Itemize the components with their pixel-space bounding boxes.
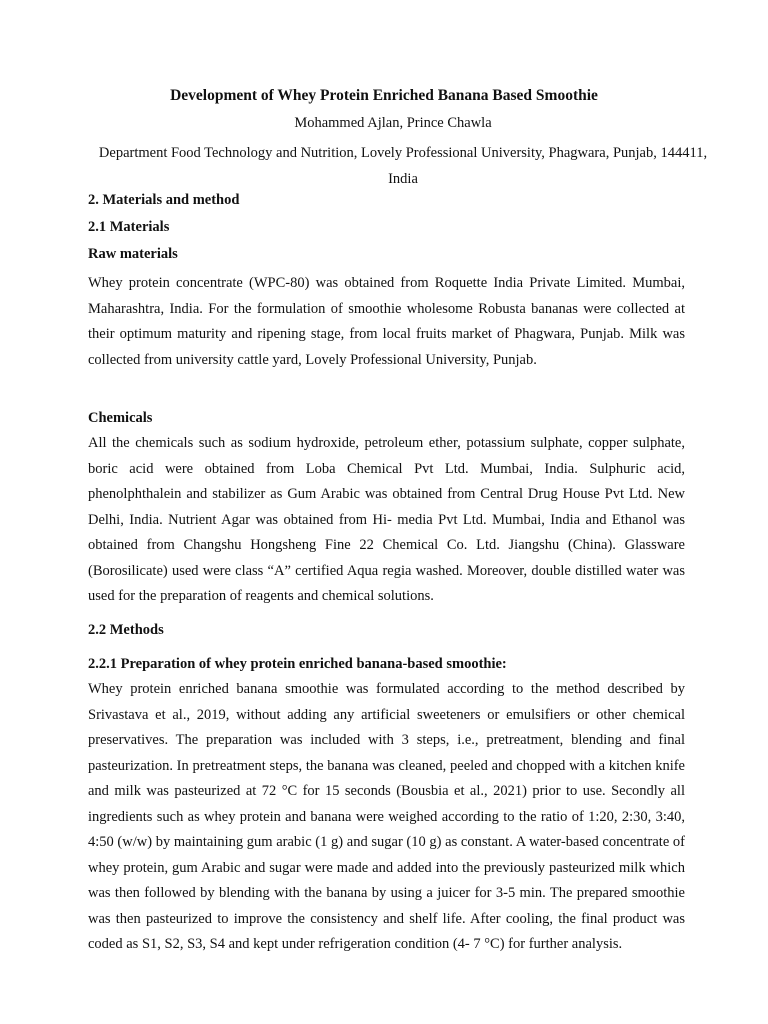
section-heading-materials-method: 2. Materials and method (88, 192, 240, 208)
section-heading-materials: 2.1 Materials (88, 219, 170, 235)
paragraph-preparation: Whey protein enriched banana smoothie was formulated according to the method described by Srivastava et al., 2019, without adding any artificial sweeteners or emulsifiers or other chemical preservatives. The preparation was included with 3 steps, i.e., pretreatment, blending and final pasteurization. In pretreatment steps, the banana was cleaned, peeled and chopped with a kitchen knife and milk was pasteurized at 72 °C for 15 seconds (Bousbia et al., 2021) prior to use. Secondly all ingredients such as whey protein and banana were weighed according to the ratio of 1:20, 2:30, 3:40, 4:50 (w/w) by maintaining gum arabic (1 g) and sugar (10 g) as constant. A water-based concentrate of whey protein, gum Arabic and sugar were made and added into the previously pasteurized milk which was then followed by blending with the banana by using a juicer for 3-5 min. The prepared smoothie was then pasteurized to improve the consistency and shelf life. After cooling, the final product was coded as S1, S2, S3, S4 and kept under refrigeration condition (4- 7 °C) for further analysis. (88, 681, 685, 952)
section-heading-methods: 2.2 Methods (88, 622, 164, 638)
paragraph-raw-materials: Whey protein concentrate (WPC-80) was obtained from Roquette India Private Limited. Mumbai, Maharashtra, India. For the formulation of smoothie wholesome Robusta bananas were collected at their optimum maturity and ripening stage, from local fruits market of Phagwara, Punjab. Milk was collected from university cattle yard, Lovely Professional University, Punjab. (88, 275, 685, 368)
subheading-raw-materials: Raw materials (88, 246, 178, 262)
paragraph-chemicals: All the chemicals such as sodium hydroxide, petroleum ether, potassium sulphate, copper sulphate, boric acid were obtained from Loba Chemical Pvt Ltd. Mumbai, India. Sulphuric acid, phenolphthalein and stabilizer as Gum Arabic was obtained from Central Drug House Pvt Ltd. New Delhi, India. Nutrient Agar was obtained from Hi- media Pvt Ltd. Mumbai, India and Ethanol was obtained from Changshu Hongsheng Fine 22 Chemical Co. Ltd. Jiangshu (China). Glassware (Borosilicate) used were class “A” certified Aqua regia washed. Moreover, double distilled water was used for the preparation of reagents and chemical solutions. (88, 435, 685, 604)
subheading-preparation: 2.2.1 Preparation of whey protein enriched banana-based smoothie: (88, 656, 507, 672)
paper-title: Development of Whey Protein Enriched Banana Based Smoothie (170, 87, 598, 104)
author-list: Mohammed Ajlan, Prince Chawla (294, 115, 492, 131)
affiliation: Department Food Technology and Nutrition, Lovely Professional University, Phagwara, Punjab, 144411, India (98, 145, 708, 187)
subheading-chemicals: Chemicals (88, 410, 153, 426)
